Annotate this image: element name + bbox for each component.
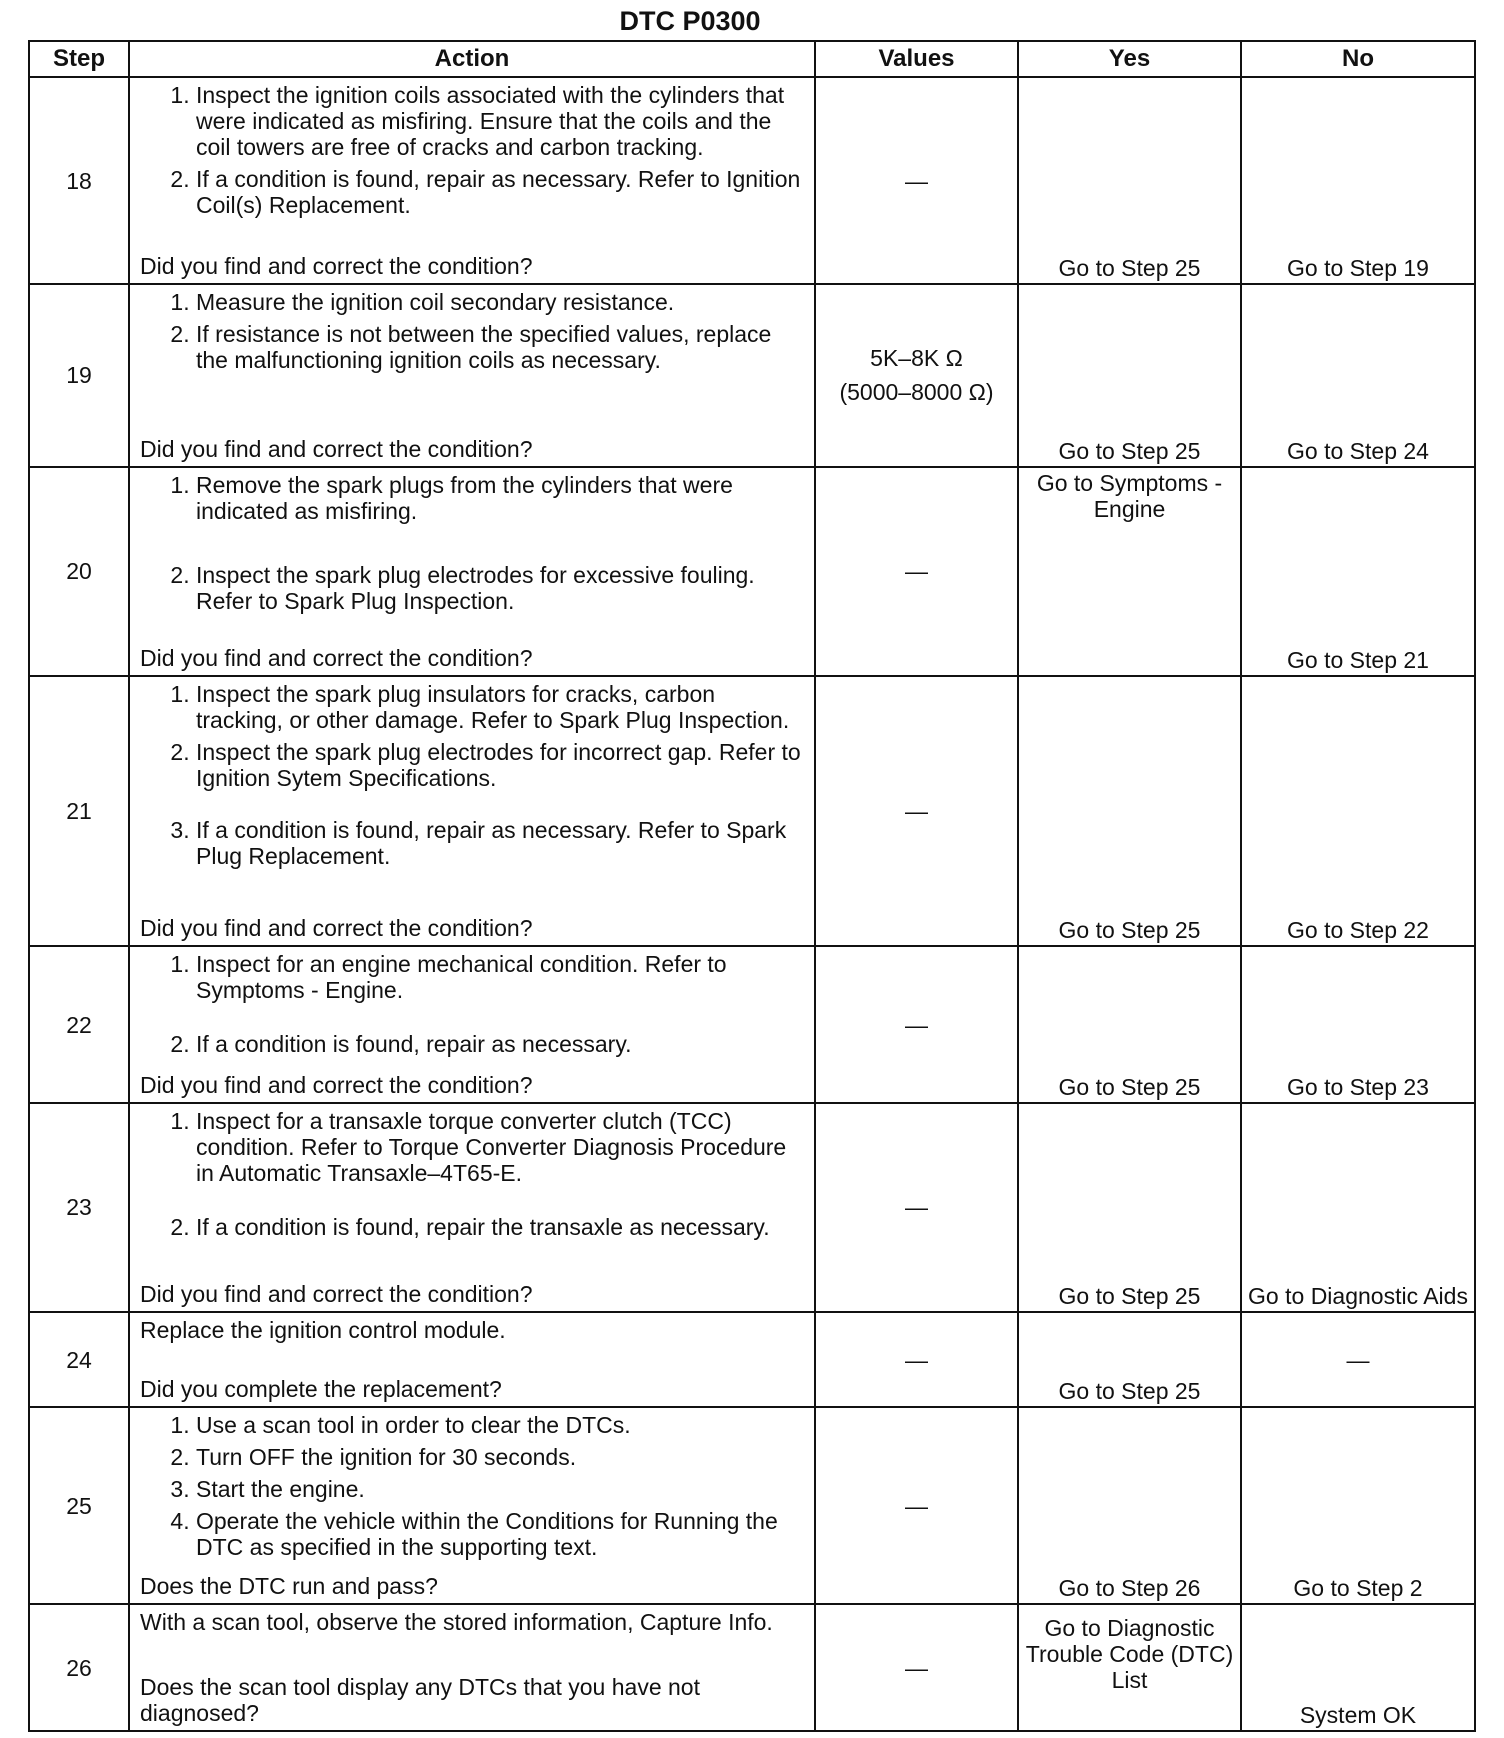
table-row [29,1604,1475,1731]
table-row [29,77,1475,284]
header-yes: Yes [1018,41,1241,77]
value-text: — [905,1011,928,1038]
table-row [29,467,1475,676]
action-item: 1. Inspect the ignition coils associated with the cylinders that were indicated as misfiring. Ensure that the coils and the coil towers are free of cracks and carbon tracking. [196,82,802,160]
action-question: Did you find and correct the condition? [140,435,533,462]
action-item: 2. If a condition is found, repair as necessary. [196,1031,802,1057]
step-number: 24 [29,1312,129,1407]
value-text: — [905,1492,928,1519]
values-cell [815,676,1018,946]
values-cell [815,1312,1018,1407]
step-number: 23 [29,1103,129,1312]
value-text: — [905,1654,928,1681]
page-title: DTC P0300 [619,6,761,36]
action-cell [129,1103,815,1312]
header-action: Action [129,41,815,77]
action-item: 1. Remove the spark plugs from the cylinders that were indicated as misfiring. [196,472,802,524]
yes-cell: Go to Diagnostic Trouble Code (DTC) List [1018,1604,1241,1731]
action-item: 2. If a condition is found, repair as necessary. Refer to Ignition Coil(s) Replacement. [196,166,802,218]
table-row [29,1312,1475,1407]
no-cell: Go to Step 19 [1241,77,1475,284]
yes-cell: Go to Step 25 [1018,1103,1241,1312]
action-cell [129,467,815,676]
action-item: 2. If a condition is found, repair the transaxle as necessary. [196,1214,802,1240]
action-question: Does the DTC run and pass? [140,1573,438,1600]
yes-cell: Go to Step 25 [1018,284,1241,467]
no-cell: Go to Diagnostic Aids [1241,1103,1475,1312]
action-cell [129,946,815,1103]
header-values: Values [815,41,1018,77]
action-question: Did you find and correct the condition? [140,644,533,671]
action-question: Did you find and correct the condition? [140,1071,533,1098]
value-text: 5K–8K Ω [870,345,963,372]
values-cell [815,77,1018,284]
yes-cell: Go to Symptoms - Engine [1018,467,1241,676]
action-item: 1. Inspect for a transaxle torque converter clutch (TCC) condition. Refer to Torque Converter Diagnosis Procedure in Automatic Transaxle–4T65-E. [196,1108,802,1186]
values-cell [815,946,1018,1103]
table-row [29,1103,1475,1312]
action-text: Replace the ignition control module. [140,1316,506,1343]
no-cell: Go to Step 2 [1241,1407,1475,1604]
values-cell [815,1604,1018,1731]
header-step: Step [29,41,129,77]
values-cell [815,284,1018,467]
values-cell [815,467,1018,676]
table-row [29,676,1475,946]
header-row [29,41,1475,77]
action-item: 2. Inspect the spark plug electrodes for incorrect gap. Refer to Ignition Sytem Specifications. [196,739,802,791]
action-item: 1. Inspect the spark plug insulators for cracks, carbon tracking, or other damage. Refer to Spark Plug Inspection. [196,681,802,733]
action-question: Did you find and correct the condition? [140,1280,533,1307]
value-text: — [905,798,928,825]
value-text: (5000–8000 Ω) [839,379,994,406]
values-cell [815,1103,1018,1312]
no-cell: Go to Step 24 [1241,284,1475,467]
action-item: 1. Use a scan tool in order to clear the DTCs. [196,1412,802,1438]
yes-cell: Go to Step 25 [1018,946,1241,1103]
yes-cell: Go to Step 25 [1018,77,1241,284]
no-cell: Go to Step 22 [1241,676,1475,946]
yes-cell: Go to Step 26 [1018,1407,1241,1604]
step-number: 20 [29,467,129,676]
action-cell [129,1312,815,1407]
values-cell [815,1407,1018,1604]
action-question: Did you find and correct the condition? [140,253,533,279]
no-cell: Go to Step 23 [1241,946,1475,1103]
step-number: 18 [29,77,129,284]
value-text: — [905,558,928,585]
step-number: 22 [29,946,129,1103]
action-cell [129,1604,815,1731]
action-question: Did you find and correct the condition? [140,915,533,942]
yes-cell: Go to Step 25 [1018,1312,1241,1407]
action-question: Does the scan tool display any DTCs that you have not diagnosed? [140,1674,700,1726]
action-item: 1. Inspect for an engine mechanical condition. Refer to Symptoms - Engine. [196,951,802,1003]
value-text: — [905,1194,928,1221]
table-row [29,1407,1475,1604]
action-cell [129,676,815,946]
action-item: 3. Start the engine. [196,1476,802,1502]
value-text: — [905,1346,928,1373]
step-number: 19 [29,284,129,467]
step-number: 25 [29,1407,129,1604]
action-item: 1. Measure the ignition coil secondary resistance. [196,289,802,315]
step-number: 21 [29,676,129,946]
action-question: Did you complete the replacement? [140,1376,502,1403]
action-cell [129,1407,815,1604]
table-row [29,284,1475,467]
action-item: 2. If resistance is not between the specified values, replace the malfunctioning ignition coils as necessary. [196,321,802,373]
action-item: 2. Turn OFF the ignition for 30 seconds. [196,1444,802,1470]
dtc-table [28,40,1476,1732]
action-item: 3. If a condition is found, repair as necessary. Refer to Spark Plug Replacement. [196,817,802,869]
no-cell: — [1241,1312,1475,1407]
yes-cell: Go to Step 25 [1018,676,1241,946]
table-row [29,946,1475,1103]
value-text: — [905,167,928,194]
action-cell [129,284,815,467]
step-number: 26 [29,1604,129,1731]
action-item: 4. Operate the vehicle within the Conditions for Running the DTC as specified in the supporting text. [196,1508,802,1560]
no-cell: Go to Step 21 [1241,467,1475,676]
action-text: With a scan tool, observe the stored information, Capture Info. [140,1609,773,1636]
action-item: 2. Inspect the spark plug electrodes for excessive fouling. Refer to Spark Plug Inspection. [196,562,802,614]
header-no: No [1241,41,1475,77]
no-cell: System OK [1241,1604,1475,1731]
action-cell [129,77,815,284]
